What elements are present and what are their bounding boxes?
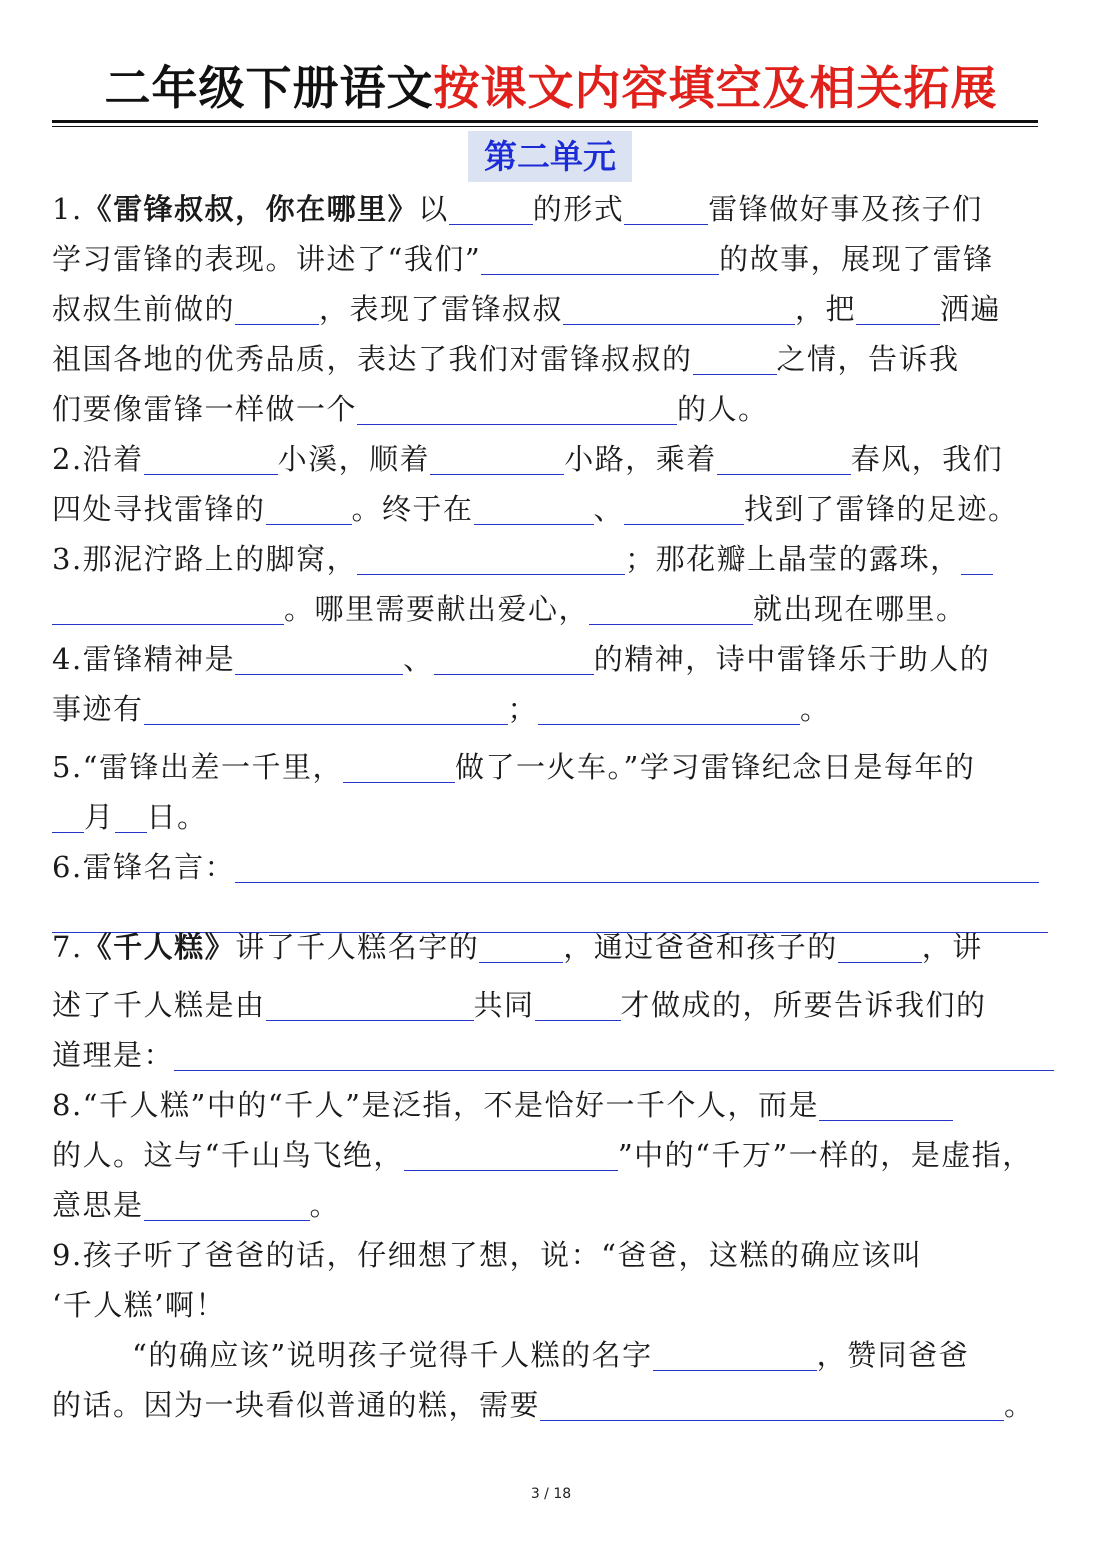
q5-text: 日。	[146, 800, 208, 834]
q2-line-2	[52, 484, 1052, 534]
q6-text: 6.雷锋名言：	[52, 850, 236, 884]
q7-text: 才做成的，所要告诉我们的	[620, 988, 987, 1022]
q8-text: 意思是	[52, 1188, 144, 1222]
q4-text: 4.雷锋精神是	[52, 642, 236, 676]
q8-text: 8.“千人糕”中的“千人”是泛指，不是恰好一千个人，而是	[52, 1088, 819, 1122]
q9-text: 的话。因为一块看似普通的糕，需要	[52, 1388, 541, 1422]
blank[interactable]	[449, 196, 533, 225]
page-title	[0, 56, 1102, 120]
q1-book-title: 《雷锋叔叔，你在哪里》	[82, 192, 419, 226]
questions	[52, 184, 1052, 1430]
q1-text: 祖国各地的优秀品质，表达了我们对雷锋叔叔的	[52, 342, 693, 376]
q5-text: 月	[84, 800, 115, 834]
blank[interactable]	[144, 696, 508, 725]
q4-line-1	[52, 634, 1052, 684]
blank[interactable]	[52, 596, 284, 625]
blank[interactable]	[434, 646, 594, 675]
q6-line-1	[52, 842, 1052, 892]
q7-book-title: 《千人糕》	[82, 930, 236, 964]
title-underline-thin	[52, 126, 1038, 127]
blank[interactable]	[430, 446, 564, 475]
q9-text: 9.孩子听了爸爸的话，仔细想了想，说：“爸爸，这糕的确应该叫	[52, 1238, 923, 1272]
q8-line-2	[52, 1130, 1052, 1180]
q7-number: 7.	[52, 930, 83, 964]
q2-text: 四处寻找雷锋的	[52, 492, 266, 526]
q8-text: 。	[309, 1188, 341, 1222]
q5-text: 5.“雷锋出差一千里，	[52, 750, 343, 784]
q2-text: 小溪，顺着	[277, 442, 431, 476]
q9-line-3	[52, 1330, 1052, 1380]
q9-line-1	[52, 1230, 1052, 1280]
q1-text: 洒遍	[940, 292, 1002, 326]
blank[interactable]	[144, 446, 278, 475]
q3-line-1	[52, 534, 1052, 584]
q2-text: 找到了雷锋的足迹。	[744, 492, 1019, 526]
q1-text: 学习雷锋的表现。讲述了“我们”	[52, 242, 482, 276]
q1-text: 叔叔生前做的	[52, 292, 236, 326]
blank[interactable]	[479, 934, 563, 963]
q2-text: 。终于在	[351, 492, 474, 526]
q2-text: 春风，我们	[850, 442, 1004, 476]
q1-line-5	[52, 384, 1052, 434]
q1-text: 以	[418, 192, 449, 226]
q9-text: 。	[1004, 1388, 1035, 1422]
q1-text: 雷锋做好事及孩子们	[708, 192, 983, 226]
q9-line-4	[52, 1380, 1052, 1430]
q1-number: 1.	[52, 192, 83, 226]
q2-line-1	[52, 434, 1052, 484]
blank[interactable]	[819, 1092, 953, 1121]
blank[interactable]	[266, 496, 352, 525]
q9-text: ，赞同爸爸	[816, 1338, 970, 1372]
q2-text: 、	[593, 492, 625, 526]
blank[interactable]	[357, 546, 625, 575]
blank[interactable]	[563, 296, 795, 325]
q4-text: 、	[403, 642, 434, 676]
blank[interactable]	[357, 396, 677, 425]
q4-line-2	[52, 684, 1052, 742]
blank[interactable]	[693, 346, 777, 375]
q7-text: ，讲	[921, 930, 983, 964]
blank[interactable]	[235, 296, 319, 325]
blank[interactable]	[538, 696, 800, 725]
blank[interactable]	[115, 804, 147, 833]
q7-text: 共同	[473, 988, 535, 1022]
blank[interactable]	[174, 1042, 1054, 1071]
q2-text: 小路，乘着	[564, 442, 717, 476]
q1-text: ，表现了雷锋叔叔	[319, 292, 564, 326]
q7-text: 述了千人糕是由	[52, 988, 266, 1022]
q1-text: 的故事，展现了雷锋	[719, 242, 994, 276]
q7-line-2	[52, 980, 1052, 1030]
q3-text: 就出现在哪里。	[753, 592, 967, 626]
q1-line-4	[52, 334, 1052, 384]
q8-line-3	[52, 1180, 1052, 1230]
blank[interactable]	[653, 1342, 817, 1371]
blank[interactable]	[474, 496, 594, 525]
q8-text: ”中的“千万”一样的，是虚指，	[617, 1138, 1033, 1172]
blank[interactable]	[235, 854, 1039, 883]
q2-text: 2.沿着	[52, 442, 144, 476]
page-number: 3 / 18	[530, 1486, 572, 1502]
q7-text: 道理是：	[52, 1038, 175, 1072]
blank[interactable]	[540, 1392, 1004, 1421]
blank[interactable]	[235, 646, 403, 675]
q1-text: 的人。	[677, 392, 769, 426]
q7-line-1	[52, 922, 1052, 980]
blank[interactable]	[838, 934, 922, 963]
blank[interactable]	[343, 754, 455, 783]
q7-text: 讲了千人糕名字的	[235, 930, 480, 964]
q3-line-2	[52, 584, 1052, 634]
blank[interactable]	[717, 446, 851, 475]
blank[interactable]	[52, 804, 84, 833]
title-red-part: 按课文内容填空及相关拓展	[433, 61, 998, 115]
blank[interactable]	[961, 546, 993, 575]
q1-text: 之情，告诉我	[776, 342, 960, 376]
q1-text: ，把	[795, 292, 857, 326]
q4-text: 事迹有	[52, 692, 144, 726]
q1-line-1	[52, 184, 1052, 234]
q3-text: ；那花瓣上晶莹的露珠，	[625, 542, 961, 576]
q9-text: “的确应该”说明孩子觉得千人糕的名字	[132, 1338, 653, 1372]
q7-line-3	[52, 1030, 1052, 1080]
blank[interactable]	[404, 1142, 618, 1171]
blank[interactable]	[144, 1192, 310, 1221]
q5-text: 做了一火车。”学习雷锋纪念日是每年的	[455, 750, 976, 784]
blank[interactable]	[266, 992, 474, 1021]
q8-line-1	[52, 1080, 1052, 1130]
q4-text: 。	[800, 692, 831, 726]
q4-text: 的精神，诗中雷锋乐于助人的	[593, 642, 991, 676]
blank[interactable]	[535, 992, 621, 1021]
blank[interactable]	[481, 246, 719, 275]
q1-text: 的形式	[532, 192, 625, 226]
q9-text: ‘千人糕’啊！	[52, 1288, 226, 1322]
q1-text: 们要像雷锋一样做一个	[52, 392, 358, 426]
blank[interactable]	[856, 296, 940, 325]
q6-line-2	[52, 892, 1052, 922]
q4-text: ；	[507, 692, 539, 726]
q9-line-2	[52, 1280, 1052, 1330]
title-black-part: 二年级下册语文	[104, 61, 434, 115]
q1-line-2	[52, 234, 1052, 284]
blank[interactable]	[589, 596, 753, 625]
unit-heading: 第二单元	[468, 131, 632, 182]
q3-text: 。哪里需要献出爱心，	[284, 592, 590, 626]
blank[interactable]	[624, 496, 744, 525]
title-underline-thick	[52, 120, 1038, 123]
q7-text: ，通过爸爸和孩子的	[563, 930, 838, 964]
q5-line-2	[52, 792, 1052, 842]
q3-text: 3.那泥泞路上的脚窝，	[52, 542, 358, 576]
q5-line-1	[52, 742, 1052, 792]
blank[interactable]	[624, 196, 708, 225]
q1-line-3	[52, 284, 1052, 334]
q8-text: 的人。这与“千山鸟飞绝，	[52, 1138, 404, 1172]
